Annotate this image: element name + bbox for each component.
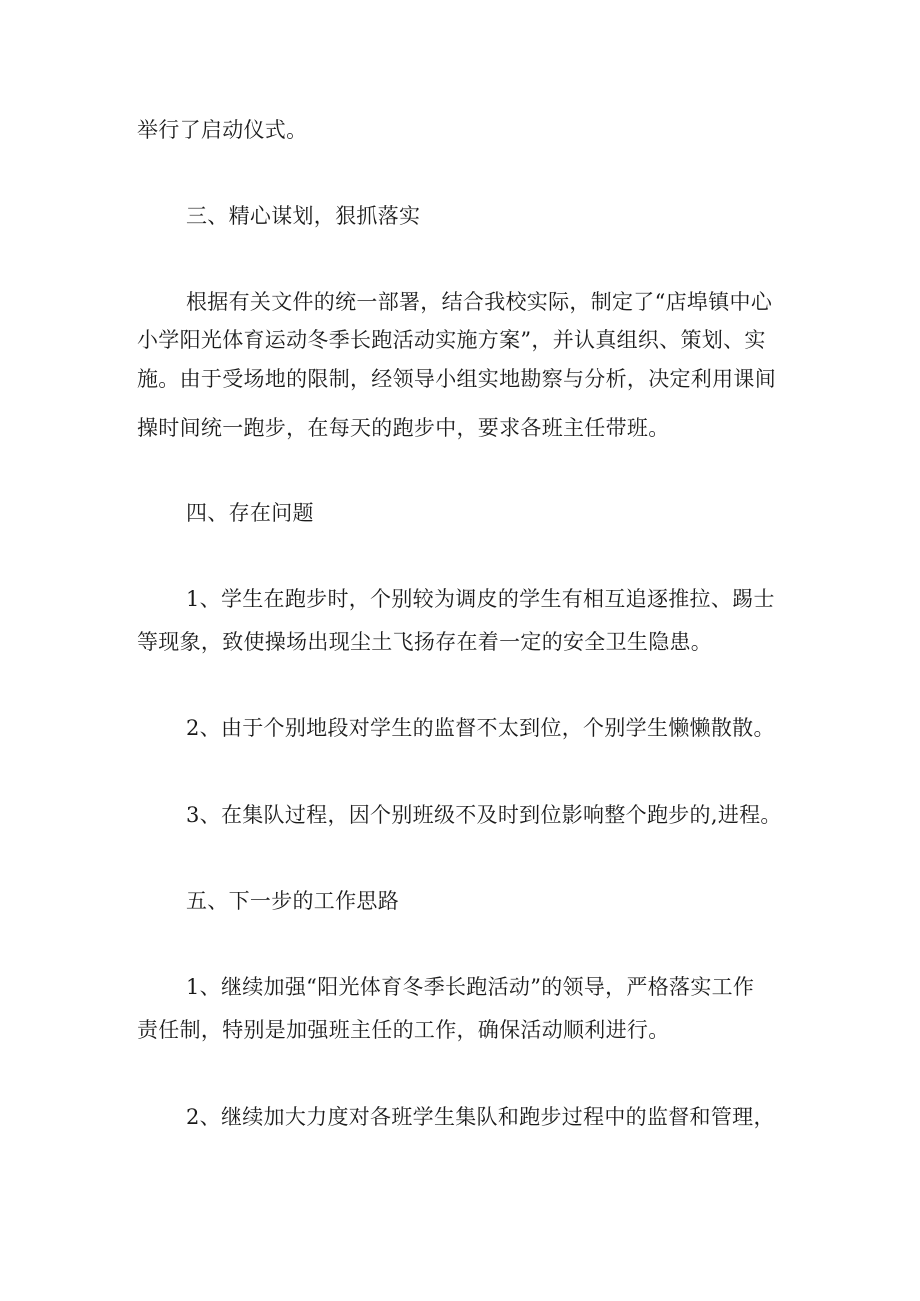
paragraph-3-line-2: 小学阳光体育运动冬季长跑活动实施方案”，并认真组织、策划、实 <box>137 328 766 352</box>
paragraph-4-1-line-1: 1、学生在跑步时，个别较为调皮的学生有相互追逐推拉、踢士 <box>186 587 775 611</box>
paragraph-4-2: 2、由于个别地段对学生的监督不太到位，个别学生懒懒散散。 <box>186 716 775 740</box>
paragraph-5-2: 2、继续加大力度对各班学生集队和跑步过程中的监督和管理， <box>186 1105 775 1129</box>
paragraph-4-3: 3、在集队过程，因个别班级不及时到位影响整个跑步的,进程。 <box>186 803 782 827</box>
section-heading-3: 三、精心谋划，狠抓落实 <box>186 204 421 228</box>
paragraph-5-1-line-2: 责任制，特别是加强班主任的工作，确保活动顺利进行。 <box>137 1018 670 1042</box>
section-heading-4: 四、存在问题 <box>186 501 314 525</box>
section-heading-5: 五、下一步的工作思路 <box>186 889 399 913</box>
paragraph-3-line-1: 根据有关文件的统一部署，结合我校实际，制定了“店埠镇中心 <box>186 290 773 314</box>
paragraph-intro-end: 举行了启动仪式。 <box>137 118 308 142</box>
paragraph-3-line-3: 施。由于受场地的限制，经领导小组实地勘察与分析，决定利用课间 <box>137 367 776 391</box>
paragraph-4-1-line-2: 等现象，致使操场出现尘土飞扬存在着一定的安全卫生隐患。 <box>137 630 713 654</box>
paragraph-3-line-4: 操时间统一跑步，在每天的跑步中，要求各班主任带班。 <box>137 416 670 440</box>
paragraph-5-1-line-1: 1、继续加强“阳光体育冬季长跑活动”的领导，严格落实工作 <box>186 975 755 999</box>
